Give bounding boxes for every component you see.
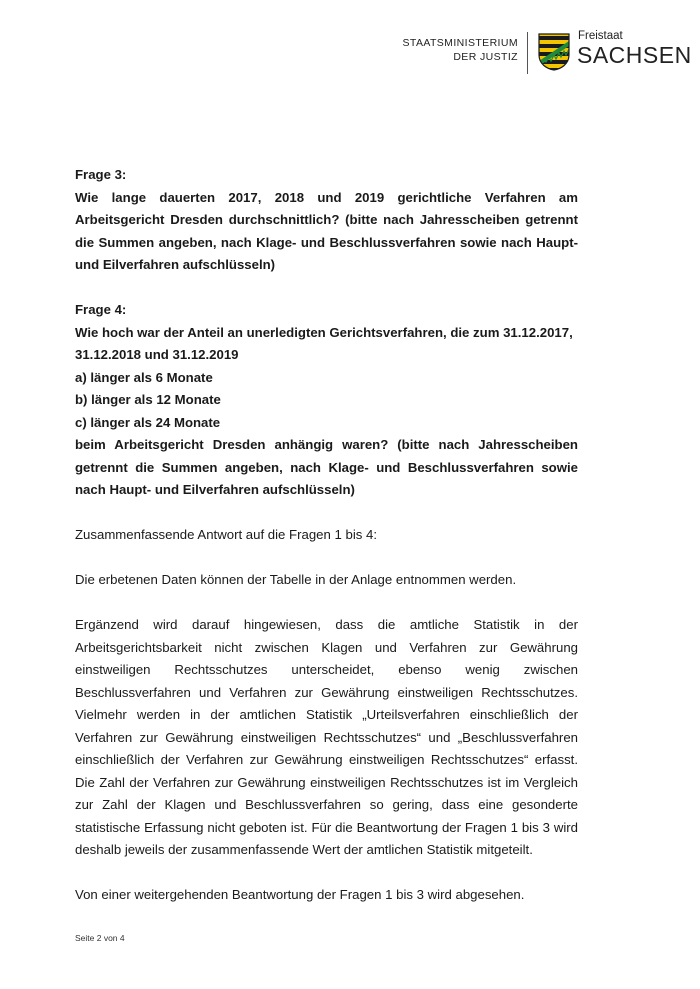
- saxony-coat-of-arms-icon: [538, 33, 570, 71]
- answer-paragraph-3: Von einer weitergehenden Beantwortung der Fragen 1 bis 3 wird abgesehen.: [75, 887, 525, 902]
- letterhead: [390, 30, 690, 80]
- frage4-heading: Frage 4:: [75, 302, 127, 317]
- answer-paragraph-1: Die erbetenen Daten können der Tabelle in der Anlage entnommen werden.: [75, 572, 517, 587]
- frage4-item-c: c) länger als 24 Monate: [75, 414, 221, 430]
- frage4-item-a: a) länger als 6 Monate: [75, 369, 213, 385]
- state-label-small: Freistaat: [578, 30, 623, 42]
- frage4-intro: Wie hoch war der Anteil an unerledigten Gerichtsverfahren, die zum 31.12.2017, 31.12.2018 und 31.12.2019: [75, 324, 573, 362]
- ministry-line-1: STAATSMINISTERIUM: [402, 37, 518, 49]
- page-number: Seite 2 von 4: [75, 933, 125, 943]
- ministry-line-2: DER JUSTIZ: [453, 51, 518, 63]
- ministry-name: [390, 36, 518, 64]
- document-body: [75, 164, 578, 907]
- frage3-heading: Frage 3:: [75, 167, 127, 182]
- letterhead-divider: [527, 32, 528, 74]
- frage4-item-b: b) länger als 12 Monate: [75, 392, 221, 407]
- state-label-large: SACHSEN: [577, 42, 692, 68]
- answer-heading: Zusammenfassende Antwort auf die Fragen 1 bis 4:: [75, 527, 378, 542]
- answer-paragraph-2: Ergänzend wird darauf hingewiesen, dass die amtliche Statistik in der Arbeitsgerichtsbarkeit nicht zwischen Klagen und Verfahren zur Gewährung einstweiligen Rechtsschutzes unterscheidet, ebenso wenig zwischen Beschlussverfahren und Verfahren zur Gewährung einstweiligen Rechtsschutzes. Vielmehr werden in der amtlichen Statistik „Urteilsverfahren einschließlich der Verfahren zur Gewährung einstweiligen Rechtsschutzes“ und „Beschlussverfahren einschließlich der Verfahren zur Gewährung einstweiligen Rechtsschutzes“ erfasst. Die Zahl der Verfahren zur Gewährung einstweiligen Rechtsschutzes ist im Vergleich zur Zahl der Klagen und Beschlussverfahren so gering, dass eine gesonderte statistische Erfassung nicht geboten ist. Für die Beantwortung der Fragen 1 bis 3 wird deshalb jeweils der zusammenfassende Wert der amtlichen Statistik mitgeteilt.: [75, 617, 578, 857]
- frage4-outro: beim Arbeitsgericht Dresden anhängig waren? (bitte nach Jahresscheiben getrennt die Summen angeben, nach Klage- und Beschlussverfahren sowie nach Haupt- und Eilverfahren aufschlüsseln): [75, 437, 578, 497]
- frage3-text: Wie lange dauerten 2017, 2018 und 2019 gerichtliche Verfahren am Arbeitsgericht Dresden durchschnittlich? (bitte nach Jahresscheiben getrennt die Summen angeben, nach Klage- und Beschlussverfahren sowie nach Haupt- und Eilverfahren aufschlüsseln): [75, 189, 578, 272]
